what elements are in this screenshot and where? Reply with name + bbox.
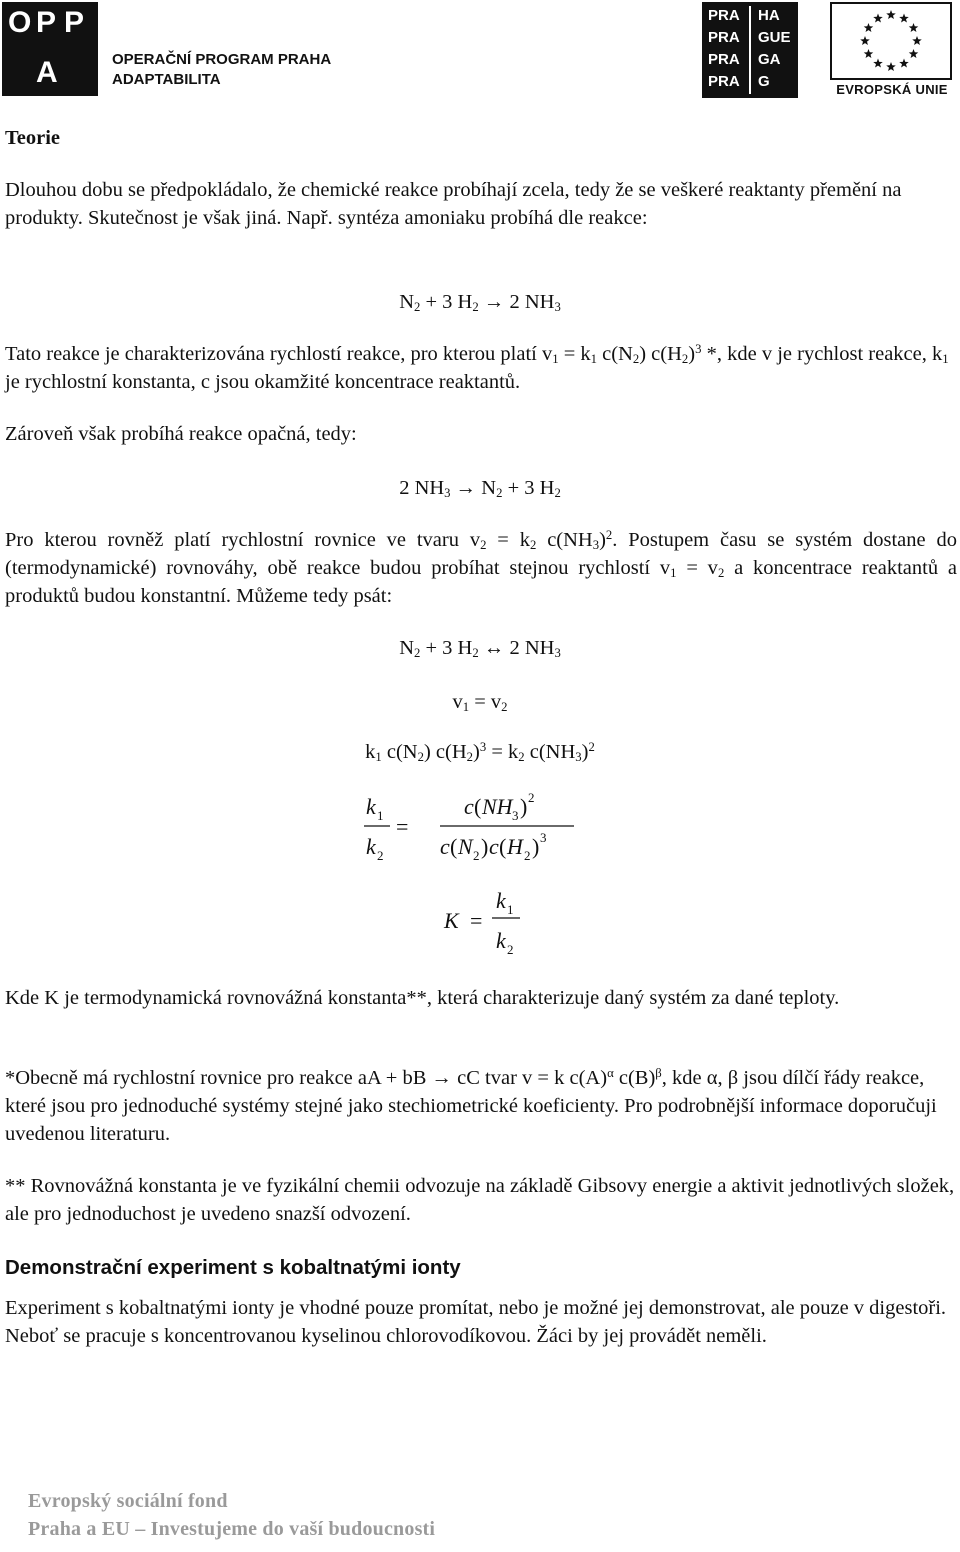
equation-reverse: 2 $NH_3 \to N_2 + 3$ $H_2$ (399, 477, 561, 501)
paragraph-equilibrium: Pro kterou rovněž platí rychlostní rovnice ve tvaru $v_2 = k_2$ $c(NH_3)^2$. Postupem času se systém dostane do (termodynamické) rovnováhy, obě reakce budou probíhat stejnou rychlostí $v_1 = v_2$ a koncentrace reaktantů a produktů budou konstantní. Můžeme tedy psát: (5, 528, 957, 607)
text-run: . Postupem času se systém dostane do (termodynamické) rovnováhy, obě reakce budou probíhat stejnou rychlostí v (5, 529, 957, 579)
opp-program-name (112, 50, 331, 90)
equation-ratio (360, 790, 600, 870)
paragraph-intro: Dlouhou dobu se předpokládalo, že chemické reakce probíhají zcela, tedy že se veškeré reaktanty přemění na produkty. Skutečnost je však jiná. Např. syntéza amoniaku probíhá dle reakce: (5, 179, 902, 229)
svg-text:N: N (458, 834, 473, 859)
svg-text:): ) (520, 794, 528, 819)
equation-rates-equal: $v_1 = v_2$ (452, 691, 508, 715)
star-icon (860, 36, 870, 45)
text-run: *, kde v je rychlost reakce, k (701, 343, 943, 365)
footer-line-praha-eu: Praha a EU – Investujeme do vaší budoucnosti (28, 1518, 436, 1540)
text-run: je rychlostní konstanta, c jsou okamžité koncentrace reaktantů. (5, 371, 521, 393)
text-run: *Obecně má rychlostní rovnice pro reakce aA + bB → cC tvar v = k c(A) (5, 1067, 608, 1089)
equation-rate-balance: $k_1$ $c(N_2) c(H_2)^3 = k_2$ $c(NH_3)^2$ (365, 740, 595, 765)
star-icon (899, 13, 909, 22)
opp-text-line: ADAPTABILITA (112, 71, 221, 88)
star-icon (912, 36, 922, 45)
star-icon (873, 13, 883, 22)
svg-text:k: k (496, 888, 506, 913)
svg-text:k: k (366, 794, 376, 819)
footer-line-esf: Evropský sociální fond (28, 1490, 228, 1512)
paragraph-reverse: Zároveň však probíhá reakce opačná, tedy: (5, 423, 357, 445)
section-heading-demo: Demonstrační experiment s kobaltnatými ionty (5, 1256, 461, 1279)
star-icon (864, 49, 874, 58)
text-run: , kde α, β jsou dílčí řády reakce, které jsou pro jednoduché systémy stejné jako stechiometrické koeficienty. Pro podrobnější informace doporučuji uvedenou literaturu. (5, 1067, 937, 1145)
eu-stars-icon (832, 4, 950, 78)
svg-text:(: ( (450, 834, 458, 859)
svg-text:2: 2 (528, 790, 535, 805)
star-icon (864, 23, 874, 32)
opp-letter: P (64, 6, 85, 39)
footnote-rate-equation: *Obecně má rychlostní rovnice pro reakce aA + bB → cC tvar v = k $c(A)^\alpha$ $c(B)^\beta$, kde α, β jsou dílčí řády reakce, které jsou pro jednoduché systémy stejné jako stechiometrické koeficienty. Pro podrobnější informace doporučuji uvedenou literaturu. (5, 1066, 937, 1145)
opp-letter: P (36, 6, 57, 39)
svg-text:3: 3 (540, 830, 547, 845)
svg-text:1: 1 (507, 902, 514, 917)
text-run: Pro kterou rovněž platí rychlostní rovnice ve tvaru v (5, 529, 481, 551)
star-icon (873, 59, 883, 68)
star-icon (909, 23, 919, 32)
svg-text:c: c (489, 834, 499, 859)
footnote-equilibrium-constant: ** Rovnovážná konstanta je ve fyzikální chemii odvozuje na základě Gibsovy energie a aktivit jednotlivých složek, ale pro jednoduchost je uvedeno snazší odvození. (5, 1175, 955, 1225)
eu-flag (830, 2, 952, 80)
svg-text:(: ( (474, 794, 482, 819)
svg-text:H: H (507, 834, 523, 859)
svg-text:=: = (396, 814, 409, 839)
svg-text:c: c (440, 834, 450, 859)
svg-text:2: 2 (473, 848, 480, 863)
text-run: a koncentrace reaktantů a produktů budou konstantní. Můžeme tedy psát: (5, 557, 957, 607)
opp-text-line: OPERAČNÍ PROGRAM PRAHA (112, 51, 332, 68)
opp-letter: A (36, 56, 58, 89)
opp-letter: O (8, 6, 32, 39)
svg-text:1: 1 (377, 808, 384, 823)
praha-logo-divider (749, 6, 751, 94)
svg-text:=: = (470, 908, 483, 933)
eu-label: EVROPSKÁ UNIE (836, 82, 948, 97)
equation-equilibrium: $N_2 + 3$ $H_2$ ↔ 2 $NH_3$ (399, 637, 561, 661)
svg-text:c: c (464, 794, 474, 819)
svg-text:NH: NH (482, 794, 513, 819)
star-icon (899, 59, 909, 68)
svg-text:(: ( (499, 834, 507, 859)
equation-forward: $N_2 + 3$ $H_2 \to 2$ $NH_3$ (399, 291, 561, 315)
svg-text:2: 2 (377, 848, 384, 863)
svg-text:K: K (444, 908, 459, 933)
paragraph-experiment: Experiment s kobaltnatými ionty je vhodné pouze promítat, nebo je možné jej demonstrovat, ale pouze v digestoři. Neboť se pracuje s koncentrovanou kyselinou chlorovodíkovou. Žáci by jej provádět neměli. (5, 1297, 947, 1347)
star-icon (886, 10, 896, 19)
svg-text:): ) (481, 834, 489, 859)
praha-logo-cell: G (758, 73, 770, 90)
praha-logo-cell: HA (758, 7, 780, 24)
svg-text:k: k (366, 834, 376, 859)
praha-logo-cell: PRA (708, 51, 740, 68)
svg-text:): ) (532, 834, 540, 859)
paragraph-constant-definition: Kde K je termodynamická rovnovážná konstanta**, která charakterizuje daný systém za dané teploty. (5, 987, 840, 1009)
praha-logo-cell: GUE (758, 29, 791, 46)
praha-logo-cell: PRA (708, 7, 740, 24)
equation-equilibrium-constant (440, 886, 540, 962)
praha-logo (702, 2, 798, 98)
svg-text:2: 2 (507, 942, 514, 957)
praha-logo-cell: GA (758, 51, 781, 68)
star-icon (886, 62, 896, 71)
section-heading-teorie: Teorie (5, 127, 61, 149)
text-run: c(B) (618, 1067, 656, 1089)
paragraph-rate-forward: Tato reakce je charakterizována rychlostí reakce, pro kterou platí $v_1 = k_1$ $c(N_2)$ $c(H_2)^3$ *, kde v je rychlost reakce, $k_1$ je rychlostní konstanta, c jsou okamžité koncentrace reaktantů. (5, 342, 949, 393)
svg-text:k: k (496, 928, 506, 953)
svg-text:3: 3 (512, 808, 519, 823)
star-icon (909, 49, 919, 58)
praha-logo-cell: PRA (708, 73, 740, 90)
svg-text:2: 2 (524, 848, 531, 863)
text-run: Tato reakce je charakterizována rychlostí reakce, pro kterou platí v (5, 343, 553, 365)
opp-logo (2, 2, 98, 96)
praha-logo-cell: PRA (708, 29, 740, 46)
